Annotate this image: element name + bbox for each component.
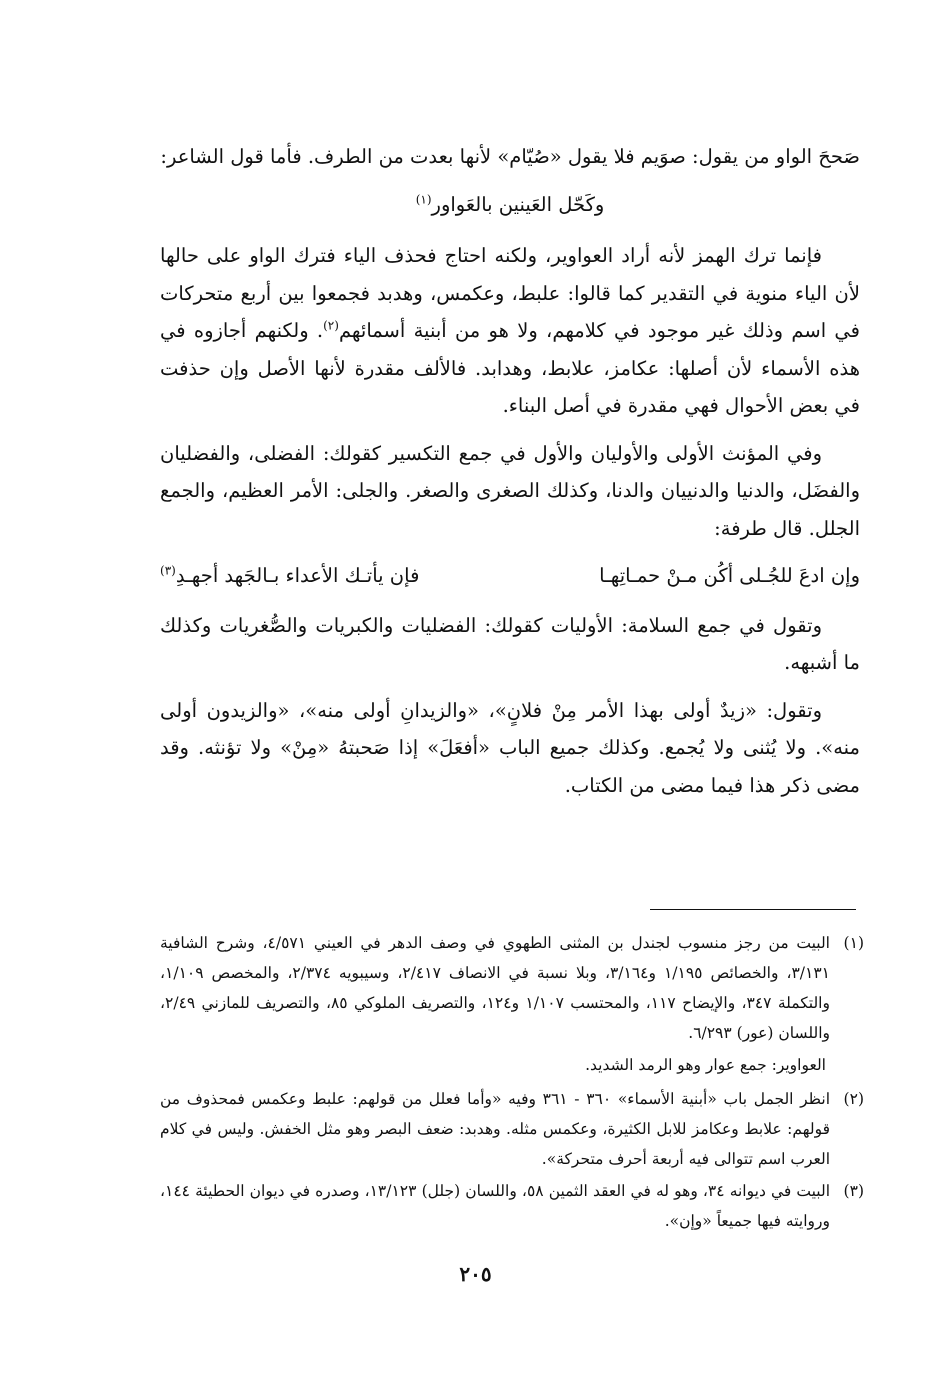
paragraph-3 bbox=[160, 435, 860, 548]
verse-1-text: وكَحّل العَينين بالعَواور bbox=[431, 192, 605, 216]
footnote-1-number: (١) bbox=[843, 934, 864, 952]
verse-2-second-hemistich-wrap bbox=[160, 557, 419, 595]
main-text bbox=[160, 138, 860, 814]
paragraph-1-text: صَححَ الواو من يقول: صوَيم فلا يقول «صُيّام» لأنها بعدت من الطرف. فأما قول الشاعر: bbox=[160, 145, 860, 168]
paragraph-2 bbox=[160, 237, 860, 425]
footnote-2 bbox=[160, 1084, 864, 1174]
verse-2-first-hemistich: وإن ادعَ للجُـلى أكُن مـنْ حمـاتِهـا bbox=[599, 564, 860, 587]
footnote-3 bbox=[160, 1176, 864, 1236]
paragraph-5-text: وتقول: «زيدٌ أولى بهذا الأمر مِنْ فلانٍ»، «والزيدانِ أولى منه»، «والزيدون أولى منه». ولا يُثنى ولا يُجمع. وكذلك جميع الباب «أفعَلَ» إذا صَحبتهُ «مِنْ» ولا تؤنثه. وقد مضى ذكر هذا فيما مضى من الكتاب. bbox=[160, 698, 860, 797]
footnote-1 bbox=[160, 928, 864, 1048]
paragraph-4-text: وتقول في جمع السلامة: الأوليات كقولك: الفضليات والكبريات والصُّغريات وكذلك ما أشبهه. bbox=[160, 613, 860, 674]
footnote-ref-3: (٣) bbox=[160, 563, 176, 578]
paragraph-3-text: وفي المؤنث الأولى والأوليان والأول في جمع التكسير كقولك: الفضلى، والفضليان والفضَل، والدنيا والدنييان والدنا، وكذلك الصغرى والصغر. والجلى: الأمر العظيم، والجمع الجلل. قال طرفة: bbox=[160, 441, 860, 540]
paragraph-4 bbox=[160, 607, 860, 682]
footnote-divider bbox=[650, 909, 856, 910]
verse-2 bbox=[160, 557, 860, 595]
footnote-3-text: البيت في ديوانه ٣٤، وهو له في العقد الثمين ٥٨، واللسان (جلل) ١٣/١٢٣، وصدره في ديوان الحطيئة ١٤٤، وروايته فيها جميعاً «وإن». bbox=[160, 1182, 830, 1230]
footnote-3-number: (٣) bbox=[843, 1182, 864, 1200]
footnote-2-number: (٢) bbox=[843, 1090, 864, 1108]
footnote-2-text: انظر الجمل باب «أبنية الأسماء» ٣٦٠ - ٣٦١ وفيه «وأما فعلل من قولهم: علبط وعكمس فمحذوف من قولهم: علابط وعكامز للابل الكثيرة، وعكمس مثله. وهدبد: ضعف البصر وهو مثل الخفش. وليس في كلام العرب اسم تتوالى فيه أربعة أحرف متحركة». bbox=[160, 1090, 831, 1168]
verse-2-second-hemistich: فإن يأتـك الأعداء بـالجَهد أجهـدِ bbox=[175, 564, 420, 587]
paragraph-5 bbox=[160, 692, 860, 805]
footnote-ref-1: (١) bbox=[415, 192, 432, 206]
paragraph-2-text: فإنما ترك الهمز لأنه أراد العواوير، ولكنه احتاج فحذف الياء فترك الواو على حالها لأن الياء منوية في التقدير كما قالوا: علبط، وعكمس، وهدبد فجمعوا بين أربع متحركات في اسم وذلك غير موجود في كلامهم، ولا هو من أبنية أسمائهم bbox=[160, 244, 860, 342]
verse-1 bbox=[160, 186, 860, 224]
paragraph-1 bbox=[160, 138, 860, 176]
footnotes bbox=[160, 928, 864, 1238]
paragraph-2-continuation: . ولكنهم أجازوه في هذه الأسماء لأن أصلها: عكامز، علابط، وهدابد. فالألف مقدرة لأنها الأصل وإن حذفت في بعض الأحوال فهي مقدرة في أصل البناء. bbox=[160, 319, 860, 417]
footnote-1-text: البيت من رجز منسوب لجندل بن المثنى الطهوي في وصف الدهر في العيني ٤/٥٧١، وشرح الشافية ٣/١٣١، والخصائص ١/١٩٥ و٣/١٦٤، وبلا نسبة في الانصاف ٢/٤١٧، وسيبويه ٢/٣٧٤، والمخصص ١/١٠٩، والتكملة ٣٤٧، والإيضاح ١١٧، والمحتسب ١/١٠٧ و١٢٤، والتصريف الملوكي ٨٥، والتصريف للمازني ٢/٤٩، واللسان (عور) ٦/٢٩٣. bbox=[160, 934, 830, 1042]
footnote-ref-2: (٢) bbox=[323, 318, 339, 333]
footnote-1-note: العواوير: جمع عوار وهو الرمد الشديد. bbox=[585, 1056, 826, 1074]
page-number: ٢٠٥ bbox=[459, 1262, 492, 1286]
